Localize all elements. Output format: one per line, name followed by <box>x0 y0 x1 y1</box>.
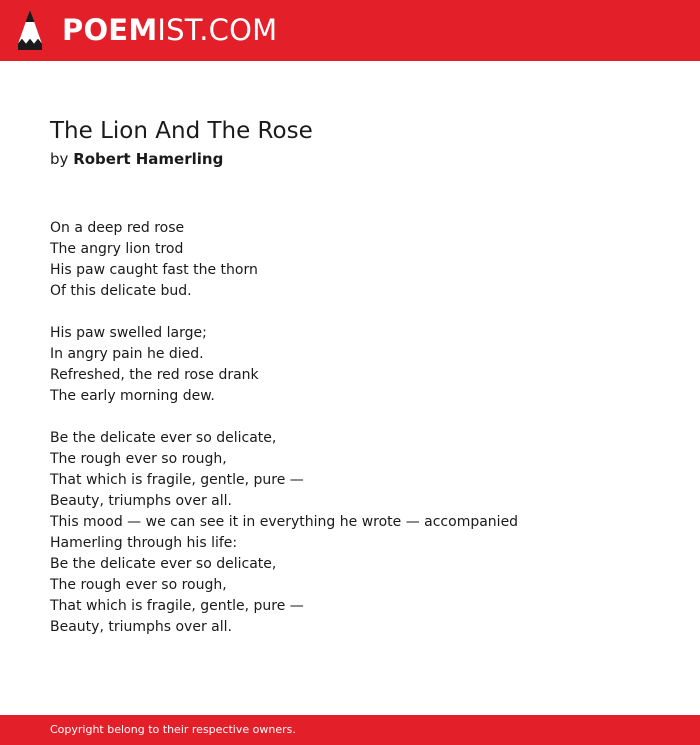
poem-line: The rough ever so rough, <box>50 451 227 467</box>
poem-line: His paw caught fast the thorn <box>50 262 258 278</box>
poem-line: Beauty, triumphs over all. <box>50 619 232 635</box>
poem-line: Refreshed, the red rose drank <box>50 367 259 383</box>
poem-stanza <box>50 428 650 638</box>
site-header <box>0 0 700 61</box>
poem-body <box>50 218 650 638</box>
poem-author: Robert Hamerling <box>73 150 224 168</box>
by-label: by <box>50 150 69 168</box>
poem-line: The early morning dew. <box>50 388 215 404</box>
poem-line: That which is fragile, gentle, pure — <box>50 472 304 488</box>
poem-line: In angry pain he died. <box>50 346 204 362</box>
poem-stanza <box>50 323 650 407</box>
poem-stanza <box>50 218 650 302</box>
poem-line: Hamerling through his life: <box>50 535 238 551</box>
site-footer <box>0 715 700 745</box>
poem-line: His paw swelled large; <box>50 325 207 341</box>
poem-line: The angry lion trod <box>50 241 184 257</box>
poem-line: Be the delicate ever so delicate, <box>50 556 277 572</box>
poem-line: On a deep red rose <box>50 220 185 236</box>
logo-brand-bold: POEM <box>62 13 158 47</box>
poem-line: Beauty, triumphs over all. <box>50 493 232 509</box>
poem-byline <box>50 148 223 170</box>
copyright-text: Copyright belong to their respective owners. <box>50 723 296 736</box>
poem-line: The rough ever so rough, <box>50 577 227 593</box>
poem-line: That which is fragile, gentle, pure — <box>50 598 304 614</box>
pencil-icon[interactable] <box>17 9 43 51</box>
site-logo[interactable] <box>62 12 277 48</box>
logo-brand-light: IST.COM <box>157 13 278 47</box>
poem-line: Of this delicate bud. <box>50 283 192 299</box>
poem-line: This mood — we can see it in everything he wrote — accompanied <box>50 514 519 530</box>
poem-title: The Lion And The Rose <box>50 118 313 144</box>
poem-line: Be the delicate ever so delicate, <box>50 430 277 446</box>
